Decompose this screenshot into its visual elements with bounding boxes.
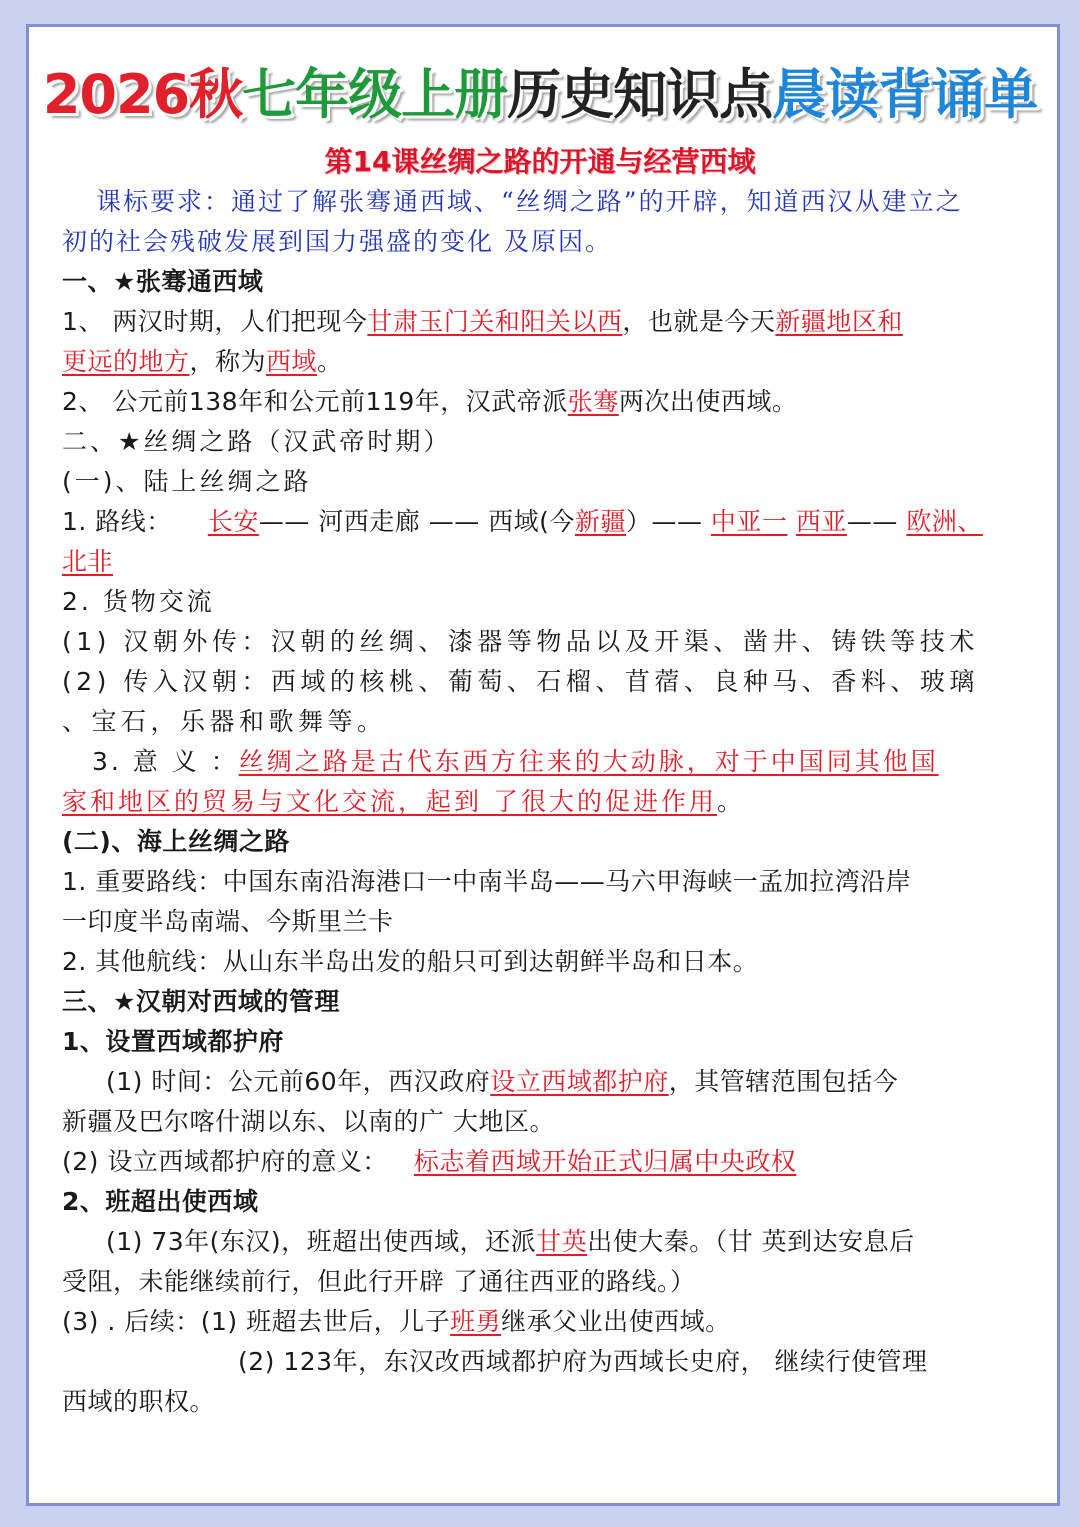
title-grade: 七年级上册 bbox=[242, 63, 508, 126]
title-type: 晨读背诵单 bbox=[772, 63, 1038, 126]
section-2-heading: 二、★丝绸之路（汉武帝时期） bbox=[62, 427, 452, 456]
key-term: 新疆地区和 bbox=[775, 307, 903, 336]
section-3-heading: 三、★汉朝对西域的管理 bbox=[62, 987, 340, 1016]
follow-up-line-2: (2) 123年，东汉改西域都护府为西域长史府， 继续行使管理 bbox=[238, 1347, 928, 1376]
page-title bbox=[0, 60, 1080, 130]
text: 2、 公元前138年和公元前119年，汉武帝派 bbox=[62, 387, 568, 416]
key-term: 欧洲、 bbox=[906, 507, 983, 536]
goods-in-line-1: (2) 传入汉朝：西域的核桃、葡萄、石榴、苜蓿、良种马、香料、玻璃 bbox=[62, 667, 979, 696]
text: (1) 73年(东汉)，班超出使西域，还派 bbox=[106, 1227, 537, 1256]
text: ）—— bbox=[625, 507, 703, 536]
route-line-2 bbox=[62, 542, 1022, 582]
text: —— bbox=[846, 507, 898, 536]
protectorate-heading: 1、设置西域都护府 bbox=[62, 1027, 284, 1056]
key-term: 更远的地方 bbox=[62, 347, 190, 376]
key-term: 长安 bbox=[207, 507, 259, 536]
text: ，其管辖范围包括今 bbox=[668, 1067, 899, 1096]
text: 继承父业出使西域。 bbox=[501, 1307, 731, 1336]
text: 3. 意 义 ： bbox=[92, 747, 239, 776]
title-year: 2026秋 bbox=[42, 63, 243, 126]
key-term: 西亚 bbox=[795, 507, 847, 536]
text: 1、 两汉时期，人们把现今 bbox=[62, 307, 368, 336]
key-term: 西域 bbox=[266, 347, 318, 376]
text: (2) 设立西域都护府的意义： bbox=[62, 1147, 388, 1176]
route-line-1 bbox=[62, 502, 1022, 542]
sea-route-line-1: 1. 重要路线：中国东南沿海港口一中南半岛——马六甲海峡一孟加拉湾沿岸 bbox=[62, 867, 912, 896]
s1-point-1-line-2 bbox=[62, 342, 1022, 382]
key-term: 甘英 bbox=[536, 1227, 588, 1256]
land-route-heading: (一)、陆上丝绸之路 bbox=[62, 467, 312, 496]
standard-line-2: 初的社会残破发展到国力强盛的变化 及原因。 bbox=[62, 227, 612, 256]
protectorate-time-line-1 bbox=[106, 1062, 1066, 1102]
goods-out: (1) 汉朝外传：汉朝的丝绸、漆器等物品以及开渠、凿井、铸铁等技术 bbox=[62, 627, 979, 656]
follow-up-line-3: 西域的职权。 bbox=[62, 1387, 216, 1416]
text: 两次出使西域。 bbox=[618, 387, 798, 416]
ban-chao-line-2: 受阻，未能继续前行，但此行开辟 了通往西亚的路线。） bbox=[62, 1267, 696, 1296]
significance-line-2 bbox=[62, 782, 1022, 822]
s1-point-1-line-1 bbox=[62, 302, 1022, 342]
goods-heading: 2. 货物交流 bbox=[62, 587, 215, 616]
sea-route-heading: (二)、海上丝绸之路 bbox=[62, 827, 290, 856]
text: 。 bbox=[716, 787, 745, 816]
follow-up-line-1 bbox=[62, 1302, 1022, 1342]
text: (3) . 后续：(1) 班超去世后，儿子 bbox=[62, 1307, 451, 1336]
text: ，也就是今天 bbox=[622, 307, 776, 336]
ban-chao-line-1 bbox=[106, 1222, 1066, 1262]
text: 出使大秦。（甘 英到达安息后 bbox=[587, 1227, 915, 1256]
ban-chao-heading: 2、班超出使西域 bbox=[62, 1187, 259, 1216]
protectorate-time-line-2: 新疆及巴尔喀什湖以东、以南的广 大地区。 bbox=[62, 1107, 555, 1136]
text: (1) 时间：公元前60年，西汉政府 bbox=[106, 1067, 491, 1096]
sea-route-line-2: 一印度半岛南端、今斯里兰卡 bbox=[62, 907, 394, 936]
text: —— 河西走廊 —— 西域(今 bbox=[258, 507, 575, 536]
protectorate-meaning bbox=[62, 1142, 1022, 1182]
lesson-title: 第14课丝绸之路的开通与经营西域 bbox=[324, 145, 756, 178]
text: ，称为 bbox=[189, 347, 267, 376]
significance-line-1 bbox=[92, 742, 1052, 782]
key-term: 新疆 bbox=[574, 507, 626, 536]
key-term: 中亚 bbox=[710, 507, 762, 536]
key-term: 班勇 bbox=[450, 1307, 502, 1336]
section-1-heading: 一、★张骞通西域 bbox=[62, 267, 264, 296]
title-subject: 历史知识点 bbox=[507, 63, 773, 126]
key-term: 一 bbox=[761, 507, 788, 536]
text: 1. 路线： bbox=[62, 507, 172, 536]
goods-in-line-2: 、宝石，乐器和歌舞等。 bbox=[62, 707, 387, 736]
key-term: 张骞 bbox=[567, 387, 619, 416]
key-term: 北非 bbox=[62, 547, 114, 576]
key-term: 设立西域都护府 bbox=[490, 1067, 669, 1096]
key-term: 丝绸之路是古代东西方往来的大动脉，对于中国同其他国 bbox=[238, 747, 939, 776]
key-term: 标志着西域开始正式归属中央政权 bbox=[413, 1147, 797, 1176]
key-term: 甘肃玉门关和阳关以西 bbox=[367, 307, 623, 336]
sea-route-line-3: 2. 其他航线：从山东半岛出发的船只可到达朝鲜半岛和日本。 bbox=[62, 947, 759, 976]
key-term: 家和地区的贸易与文化交流，起到 了很大的促进作用 bbox=[62, 787, 717, 816]
s1-point-2 bbox=[62, 382, 1022, 422]
text: 。 bbox=[317, 347, 343, 376]
standard-line-1: 课标要求：通过了解张骞通西域、“丝绸之路”的开辟，知道西汉从建立之 bbox=[96, 187, 963, 216]
